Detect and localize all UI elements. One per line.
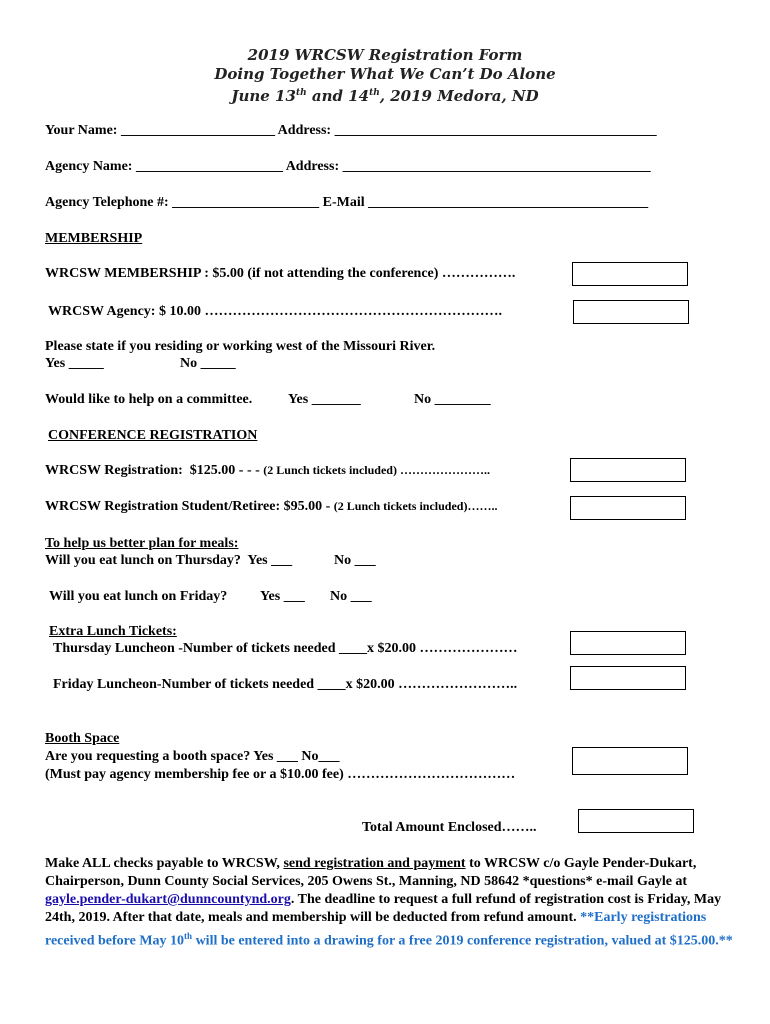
- agency-name-address-field[interactable]: Agency Name: _____________________ Address: ____________________________________________: [45, 159, 651, 174]
- student-note: (2 Lunch tickets included)……..: [333, 499, 498, 513]
- agency-membership-line: WRCSW Agency: $ 10.00 ……………………………………………………….: [48, 304, 502, 319]
- committee-yes-field[interactable]: Yes _______: [288, 392, 361, 407]
- booth-amount-box[interactable]: [572, 747, 688, 775]
- date-sup-2: th: [369, 88, 380, 98]
- total-amount-box[interactable]: [578, 809, 694, 833]
- agency-amount-box[interactable]: [573, 300, 689, 324]
- west-missouri-question: Please state if you residing or working west of the Missouri River.: [45, 339, 436, 354]
- registration-line: [45, 462, 490, 479]
- date-post: , 2019 Medora, ND: [379, 87, 539, 105]
- student-registration-line: [45, 498, 497, 515]
- total-label: Total Amount Enclosed……..: [362, 820, 537, 835]
- friday-lunch-question: Will you eat lunch on Friday?: [49, 589, 228, 604]
- booth-fee-note: (Must pay agency membership fee or a $10.00 fee) ………………………………: [45, 767, 516, 782]
- thursday-extra-tickets[interactable]: Thursday Luncheon -Number of tickets needed ____x $20.00 …………………: [53, 641, 518, 656]
- date-mid: and 14: [306, 87, 370, 105]
- west-yes-field[interactable]: Yes _____: [45, 356, 104, 371]
- telephone-email-field[interactable]: Agency Telephone #: _____________________ E-Mail ________________________________________: [45, 195, 649, 210]
- registration-amount-box[interactable]: [570, 458, 686, 482]
- your-name-address-field[interactable]: Your Name: ______________________ Address: ______________________________________________: [45, 123, 657, 138]
- west-no-field[interactable]: No _____: [180, 356, 236, 371]
- payment-text-3: . The deadline to request a full refund of registration cost is Friday, May 24th, 2019. After that date, meals and membership will be deducted from refund amount.: [45, 892, 722, 925]
- committee-question: Would like to help on a committee.: [45, 392, 253, 407]
- conference-heading: CONFERENCE REGISTRATION: [48, 428, 258, 443]
- date-sup-1: th: [295, 88, 307, 98]
- form-title: 2019 WRCSW Registration Form: [247, 46, 523, 64]
- booth-heading: Booth Space: [45, 731, 120, 746]
- thursday-no-field[interactable]: No ___: [334, 553, 376, 568]
- payment-instructions: [45, 855, 735, 951]
- early-registration-note-1: **Early registrations received before May 10: [45, 910, 707, 949]
- form-date-location: [0, 84, 770, 106]
- thursday-tickets-amount-box[interactable]: [570, 631, 686, 655]
- payment-text-1: Make ALL checks payable to WRCSW,: [45, 856, 284, 871]
- membership-heading: MEMBERSHIP: [45, 231, 143, 246]
- friday-extra-tickets[interactable]: Friday Luncheon-Number of tickets needed ____x $20.00 ……………………..: [53, 677, 518, 692]
- friday-tickets-amount-box[interactable]: [570, 666, 686, 690]
- membership-line: WRCSW MEMBERSHIP : $5.00 (if not attending the conference) …………….: [45, 266, 516, 281]
- date-pre: June 13: [231, 87, 296, 105]
- membership-amount-box[interactable]: [572, 262, 688, 286]
- friday-yes-field[interactable]: Yes ___: [260, 589, 305, 604]
- committee-no-field[interactable]: No ________: [414, 392, 491, 407]
- payment-emphasis: send registration and payment: [283, 856, 466, 871]
- contact-email-link[interactable]: gayle.pender-dukart@dunncountynd.org: [45, 892, 291, 907]
- meals-heading: To help us better plan for meals:: [45, 536, 239, 551]
- thursday-lunch-question[interactable]: Will you eat lunch on Thursday? Yes ___: [45, 553, 293, 568]
- booth-question[interactable]: Are you requesting a booth space? Yes ___ No___: [45, 749, 340, 764]
- registration-note: (2 Lunch tickets included) …………………..: [263, 463, 490, 477]
- early-registration-sup: th: [184, 931, 193, 941]
- extra-tickets-heading: Extra Lunch Tickets:: [49, 624, 177, 639]
- payment-text-2: to WRCSW c/o Gayle Pender-Dukart, Chairperson, Dunn County Social Services, 205 Owens St., Manning, ND 58642 *questions* e-mail Gayle at: [45, 856, 697, 889]
- friday-no-field[interactable]: No ___: [330, 589, 372, 604]
- form-subtitle: Doing Together What We Can’t Do Alone: [214, 65, 556, 83]
- registration-price: WRCSW Registration: $125.00 - - -: [45, 463, 264, 478]
- student-price: WRCSW Registration Student/Retiree: $95.00 -: [45, 499, 334, 514]
- early-registration-note-2: will be entered into a drawing for a free 2019 conference registration, valued at $125.00.**: [192, 933, 733, 949]
- student-amount-box[interactable]: [570, 496, 686, 520]
